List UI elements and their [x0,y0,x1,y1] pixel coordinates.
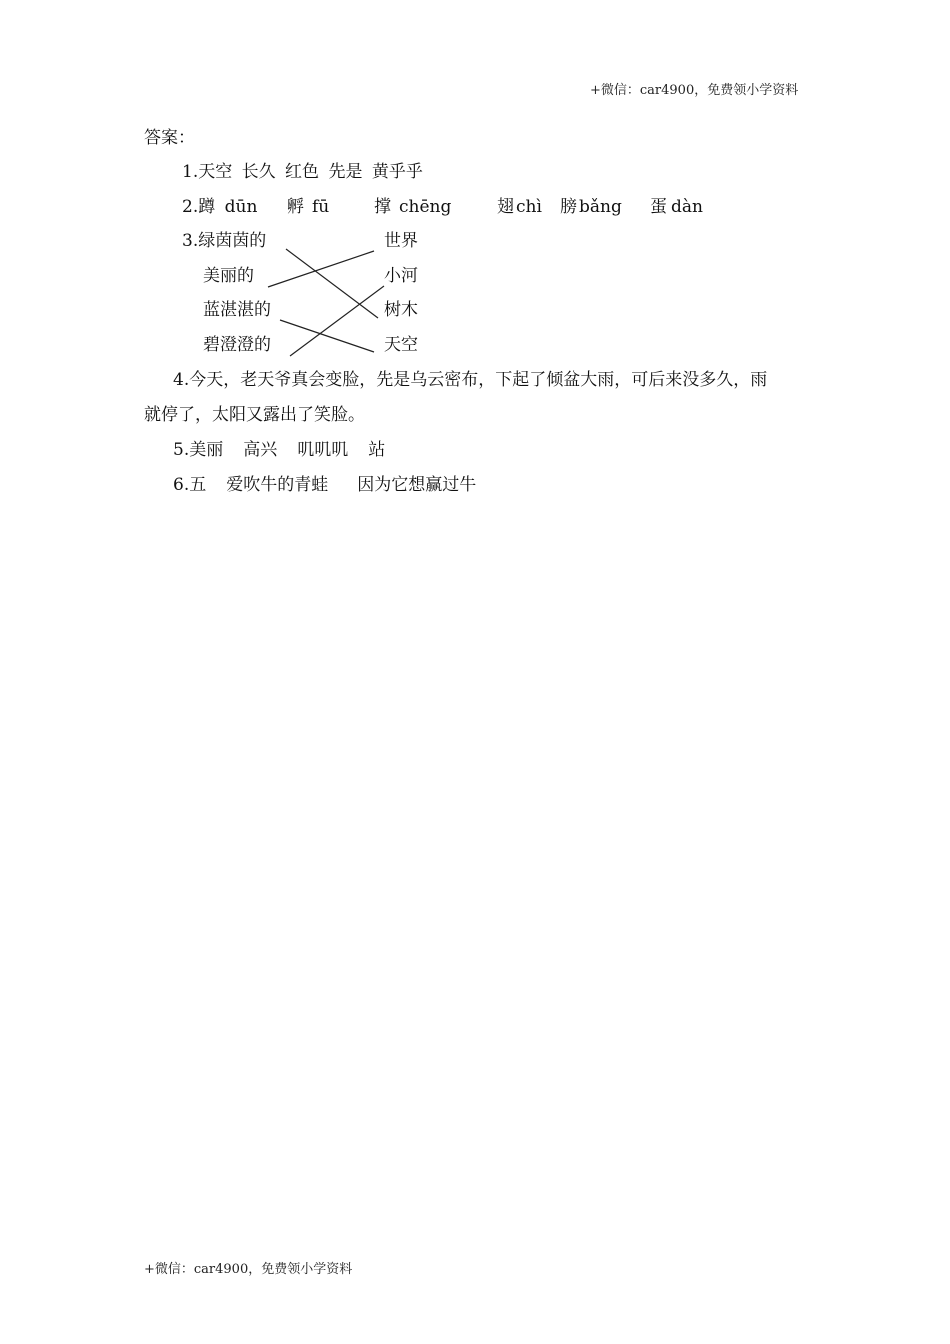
q2-item [287,196,329,218]
q5-answer: 美丽 [189,440,224,460]
q1-answer: 红色 [285,162,320,182]
q2-line [182,196,257,218]
q1-number: 1. [182,162,199,182]
q6-answer: 因为它想赢过牛 [357,475,477,495]
q3-left-text: 绿茵茵的 [198,231,267,251]
q5-answer: 高兴 [243,440,278,460]
q3-right-item: 小河 [384,266,418,286]
q4-number: 4. [173,370,190,390]
q2-char: 翅 [497,197,514,217]
q5-answer: 叽叽叽 [297,440,349,460]
q2-item [374,196,451,218]
q2-char: 蹲 [198,197,216,217]
match-line [268,251,374,287]
q2-pinyin: dūn [224,197,258,217]
q6-answer: 五 [189,475,207,495]
q2-number: 2. [182,197,199,217]
q3-right-item: 树木 [384,300,418,320]
footer-watermark: +微信：car4900，免费领小学资料 [144,1262,353,1277]
q4-line-1 [173,369,767,391]
q1-answer: 长久 [241,162,276,182]
q1-answer: 先是 [328,162,363,182]
match-line [286,249,378,318]
q3-left-item: 碧澄澄的 [203,335,271,355]
q2-item [497,196,542,218]
q3-left-item: 美丽的 [203,266,254,286]
q5-line [173,439,385,461]
q2-pinyin: fū [312,197,330,217]
q2-pinyin: dàn [671,197,703,217]
q2-item [650,196,703,218]
q2-pinyin: chēng [399,197,452,217]
q5-answer: 站 [368,440,386,460]
q3-right-item: 天空 [384,335,418,355]
q2-char: 撑 [374,197,391,217]
q6-answer: 爱吹牛的青蛙 [226,475,329,495]
q2-pinyin: bǎng [579,197,622,217]
q5-number: 5. [173,440,190,460]
answers-heading: 答案： [144,128,195,148]
q3-left-item: 蓝湛湛的 [203,300,271,320]
q2-char: 蛋 [650,197,667,217]
q1-line [182,161,423,183]
q3-left-item [182,230,266,252]
q1-answer: 天空 [198,162,233,182]
q2-pinyin: chì [516,197,542,217]
q6-line [173,474,476,496]
q1-answer: 黄乎乎 [371,162,423,182]
header-watermark: +微信：car4900，免费领小学资料 [590,83,799,98]
q4-text: 今天，老天爷真会变脸，先是乌云密布，下起了倾盆大雨，可后来没多久，雨 [189,370,768,390]
q3-right-item: 世界 [384,231,418,251]
match-line [280,320,374,352]
q6-number: 6. [173,475,190,495]
q2-char: 膀 [560,197,577,217]
q2-item [560,196,622,218]
q2-char: 孵 [287,197,304,217]
q3-number: 3. [182,231,199,251]
match-line [290,286,384,356]
q4-line-2: 就停了，太阳又露出了笑脸。 [144,405,365,425]
